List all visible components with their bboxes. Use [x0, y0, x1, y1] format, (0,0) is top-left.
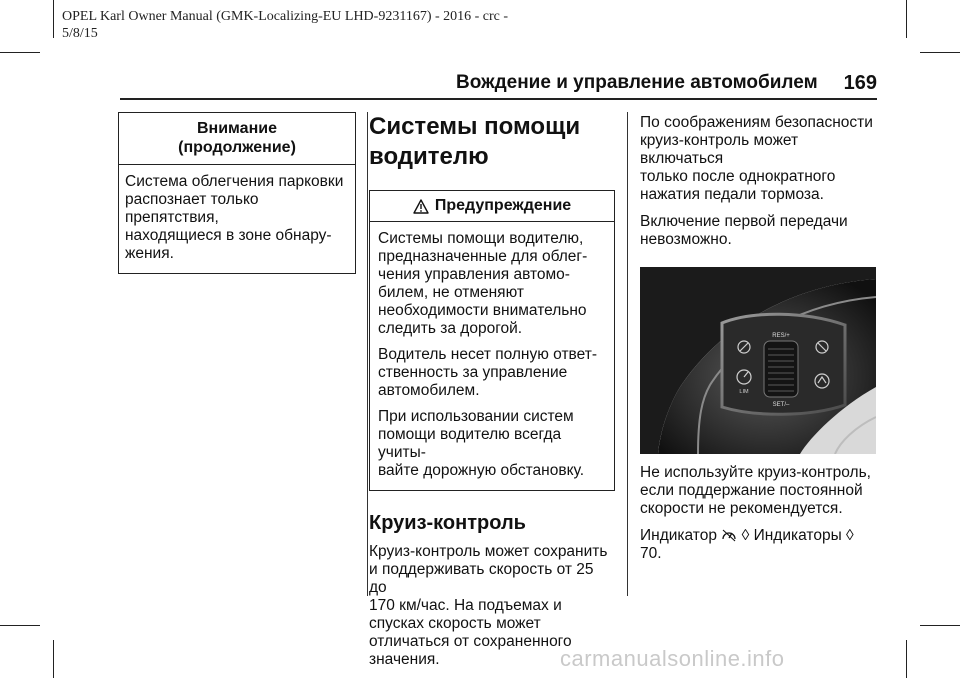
caution-title: Внимание: [197, 120, 277, 137]
body-line: спусках скорость может: [369, 615, 541, 632]
body-line: По соображениям безопасности: [640, 114, 873, 131]
res-label: RES/+: [772, 333, 790, 339]
warning-paragraph: [378, 230, 606, 338]
column-2: [369, 112, 615, 669]
warning-box: [369, 190, 615, 491]
body-line: если поддержание постоянной: [640, 482, 863, 499]
caution-line: распознает только препятствия,: [125, 191, 259, 226]
body-line: только после однократного: [640, 168, 836, 185]
section-title: [369, 112, 615, 172]
warning-body: [370, 222, 614, 490]
print-header-line-2: 5/8/15: [62, 26, 98, 41]
warning-line: помощи водителю всегда учиты-: [378, 426, 562, 461]
warning-line: необходимости внимательно: [378, 302, 587, 319]
caution-line: находящиеся в зоне обнару-: [125, 227, 332, 244]
watermark: carmanualsonline.info: [560, 646, 785, 671]
column-3: [640, 114, 876, 563]
warning-line: автомобилем.: [378, 382, 480, 399]
body-line: скорости не рекомендуется.: [640, 500, 843, 517]
steering-wheel-controls-figure: [640, 267, 876, 454]
crop-mark: [920, 52, 960, 53]
warning-line: билем, не отменяют: [378, 284, 524, 301]
warning-line: следить за дорогой.: [378, 320, 523, 337]
xref-arrow-icon: ◊: [741, 527, 750, 544]
crop-mark: [906, 640, 907, 678]
body-line: и поддерживать скорость от 25 до: [369, 561, 594, 596]
warning-heading: [370, 191, 614, 222]
caution-line: Система облегчения парковки: [125, 173, 344, 190]
warning-line: При использовании систем: [378, 408, 574, 425]
caution-box: [118, 112, 356, 274]
crop-mark: [906, 0, 907, 38]
body-line: Не используйте круиз-контроль,: [640, 464, 871, 481]
warning-title: Предупреждение: [434, 197, 572, 214]
warning-paragraph: [378, 408, 606, 480]
column-divider: [627, 112, 628, 596]
set-label: SET/–: [772, 402, 790, 408]
indicator-ref-label: Индикаторы: [753, 527, 842, 544]
lim-label: LIM: [739, 389, 749, 395]
indicator-page: 70.: [640, 545, 662, 562]
page-number: 169: [843, 71, 877, 94]
crop-mark: [0, 625, 40, 626]
warning-line: чения управления автомо-: [378, 266, 570, 283]
caution-subtitle: (продолжение): [178, 139, 296, 156]
warning-line: Системы помощи водителю,: [378, 230, 584, 247]
not-recommended-paragraph: [640, 464, 876, 518]
caution-heading: [119, 113, 355, 165]
body-line: круиз-контроль может включаться: [640, 132, 799, 167]
chapter-title: Вождение и управление автомобилем: [456, 72, 818, 93]
section-title-line-1: Системы помощи: [369, 113, 581, 140]
section-title-line-2: водителю: [369, 143, 489, 170]
warning-triangle-icon: [413, 199, 429, 214]
body-line: Включение первой передачи: [640, 213, 848, 230]
warning-line: ственность за управление: [378, 364, 568, 381]
xref-arrow-icon: ◊: [846, 527, 854, 544]
indicator-label: Индикатор: [640, 527, 717, 544]
indicator-reference: [640, 527, 876, 563]
warning-line: Водитель несет полную ответ-: [378, 346, 597, 363]
crop-mark: [920, 625, 960, 626]
body-line: невозможно.: [640, 231, 732, 248]
first-gear-paragraph: [640, 213, 876, 249]
subsection-title: Круиз-контроль: [369, 512, 526, 534]
warning-line: вайте дорожную обстановку.: [378, 462, 585, 479]
safety-paragraph: [640, 114, 876, 204]
running-head: [120, 68, 877, 100]
crop-mark: [53, 0, 54, 38]
caution-body: [119, 165, 355, 273]
print-header: [62, 8, 582, 42]
body-line: нажатия педали тормоза.: [640, 186, 824, 203]
caution-line: жения.: [125, 245, 174, 262]
column-divider: [367, 112, 368, 596]
cruise-control-icon: [721, 528, 737, 542]
crop-mark: [0, 52, 40, 53]
warning-line: предназначенные для облег-: [378, 248, 588, 265]
print-header-line-1: OPEL Karl Owner Manual (GMK-Localizing-EU LHD-9231167) - 2016 - crc -: [62, 9, 509, 24]
warning-paragraph: [378, 346, 606, 400]
crop-mark: [53, 640, 54, 678]
body-line: значения.: [369, 651, 440, 668]
body-line: 170 км/час. На подъемах и: [369, 597, 562, 614]
body-line: отличаться от сохраненного: [369, 633, 572, 650]
body-line: Круиз-контроль может сохранить: [369, 543, 608, 560]
